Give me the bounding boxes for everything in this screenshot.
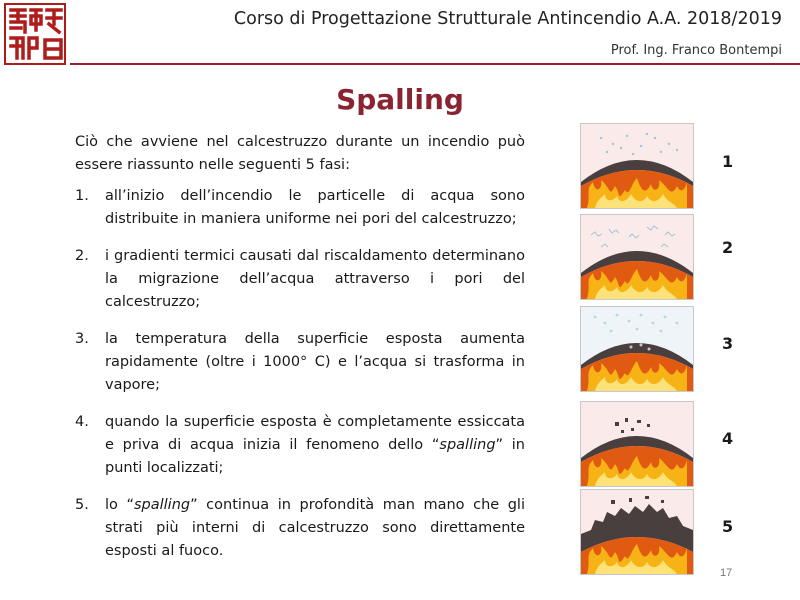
list-item: 4. quando la superficie esposta è completamente essiccata e priva di acqua inizia il fenomeno dello “spalling” in punti localizzati; (75, 414, 525, 476)
list-item: 5. lo “spalling” continua in profondità man mano che gli strati più interni di calcestruzzo sono direttamente esposti al fuoco. (75, 497, 525, 559)
university-seal-logo (3, 2, 67, 66)
phase-3-illustration (580, 306, 694, 392)
phase-5-illustration (580, 489, 694, 575)
phase-number-3: 3 (722, 334, 734, 353)
list-item: 3. la temperatura della superficie esposta aumenta rapidamente (oltre i 1000° C) e l’acqua si trasforma in vapore; (75, 331, 525, 393)
phase-4-illustration (580, 401, 694, 487)
list-item: 1. all’inizio dell’incendio le particelle di acqua sono distribuite in maniera uniforme nei pori del calcestruzzo; (75, 188, 525, 227)
intro-text: Ciò che avviene nel calcestruzzo durante un incendio può essere riassunto nelle seguenti 5 fasi: (75, 134, 525, 173)
phase-2-illustration (580, 214, 694, 300)
phase-1-illustration (580, 123, 694, 209)
slide-title: Spalling (336, 83, 464, 116)
phase-number-2: 2 (722, 238, 734, 257)
phase-list (75, 185, 525, 563)
list-item: 2. i gradienti termici causati dal riscaldamento determinano la migrazione dell’acqua attraverso i pori del calcestruzzo; (75, 248, 525, 310)
author-name: Prof. Ing. Franco Bontempi (610, 43, 782, 58)
header-divider (70, 63, 800, 65)
phase-number-5: 5 (722, 517, 734, 536)
phase-number-1: 1 (722, 152, 734, 171)
page-number: 17 (720, 567, 733, 579)
phase-number-4: 4 (722, 429, 734, 448)
slide-body (75, 131, 525, 577)
course-title: Corso di Progettazione Strutturale Antincendio A.A. 2018/2019 (233, 9, 782, 29)
